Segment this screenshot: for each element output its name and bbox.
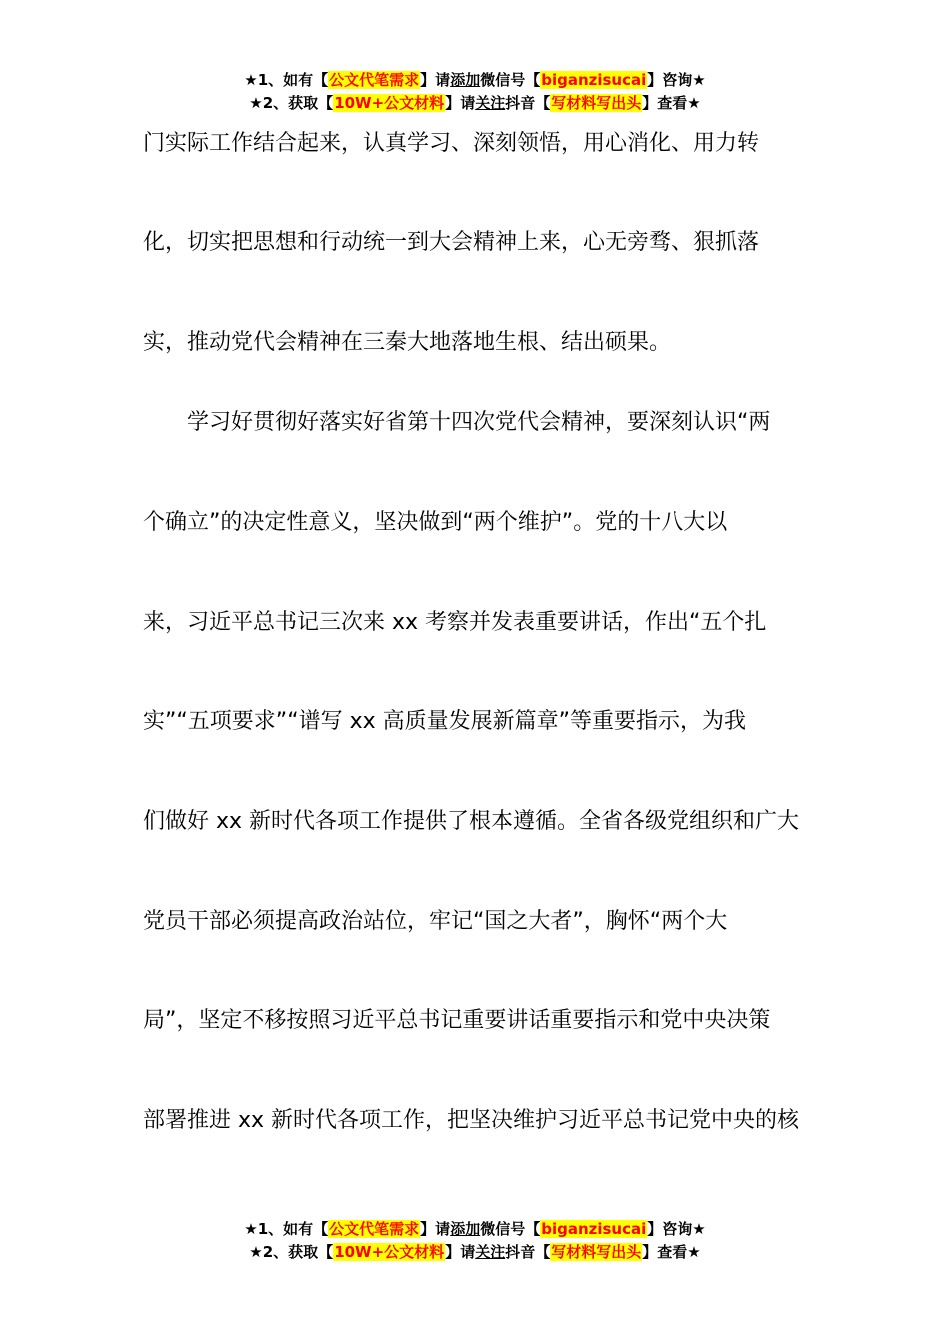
footer-banner [0,1218,950,1264]
body-line: 实”“五项要求”“谱写 xx 高质量发展新篇章”等重要指示，为我 [143,709,747,734]
highlight-douyin-account: 写材料写出头 [551,1243,642,1261]
banner-text: 微信号【 [480,71,541,89]
highlight-service: 公文代笔需求 [329,71,420,89]
highlight-wechat-id: biganzisucai [541,1220,647,1238]
paragraph-start-line: 学习好贯彻好落实好省第十四次党代会精神，要深刻认识“两 [187,410,771,435]
banner-text: 】请 [420,1220,451,1238]
banner-text: 】查看★ [642,94,701,112]
banner-text: 】咨询★ [647,71,706,89]
banner-text: 】请 [445,94,476,112]
banner-text: 】咨询★ [647,1220,706,1238]
body-line: 部署推进 xx 新时代各项工作，把坚决维护习近平总书记党中央的核 [143,1108,800,1133]
banner-text: 微信号【 [480,1220,541,1238]
body-line: 们做好 xx 新时代各项工作提供了根本遵循。全省各级党组织和广大 [143,809,800,834]
underlined-text: 添加 [450,71,481,89]
body-line: 门实际工作结合起来，认真学习、深刻领悟，用心消化、用力转 [143,131,760,156]
highlight-wechat-id: biganzisucai [541,71,647,89]
banner-line-2 [0,1241,950,1264]
banner-text: ★1、如有【 [244,71,329,89]
banner-text: 】请 [420,71,451,89]
banner-line-1 [0,69,950,92]
banner-text: ★2、获取【 [249,94,334,112]
banner-line-2 [0,92,950,115]
banner-text: 抖音【 [505,94,551,112]
banner-text: 】查看★ [642,1243,701,1261]
highlight-materials: 10W+公文材料 [334,94,445,112]
banner-line-1 [0,1218,950,1241]
underlined-text: 关注 [475,1243,506,1261]
underlined-text: 关注 [475,94,506,112]
highlight-materials: 10W+公文材料 [334,1243,445,1261]
highlight-douyin-account: 写材料写出头 [551,94,642,112]
body-line: 党员干部必须提高政治站位，牢记“国之大者”，胸怀“两个大 [143,909,728,934]
banner-text: 】请 [445,1243,476,1261]
body-line: 局”，坚定不移按照习近平总书记重要讲话重要指示和党中央决策 [143,1008,771,1033]
body-line: 个确立”的决定性意义，坚决做到“两个维护”。党的十八大以 [143,510,728,535]
highlight-service: 公文代笔需求 [329,1220,420,1238]
body-line: 化，切实把思想和行动统一到大会精神上来，心无旁骛、狠抓落 [143,230,760,255]
banner-text: 抖音【 [505,1243,551,1261]
banner-text: ★2、获取【 [249,1243,334,1261]
body-line: 来，习近平总书记三次来 xx 考察并发表重要讲话，作出“五个扎 [143,610,767,635]
body-line: 实，推动党代会精神在三秦大地落地生根、结出硕果。 [143,330,672,355]
underlined-text: 添加 [450,1220,481,1238]
header-banner [0,69,950,115]
banner-text: ★1、如有【 [244,1220,329,1238]
